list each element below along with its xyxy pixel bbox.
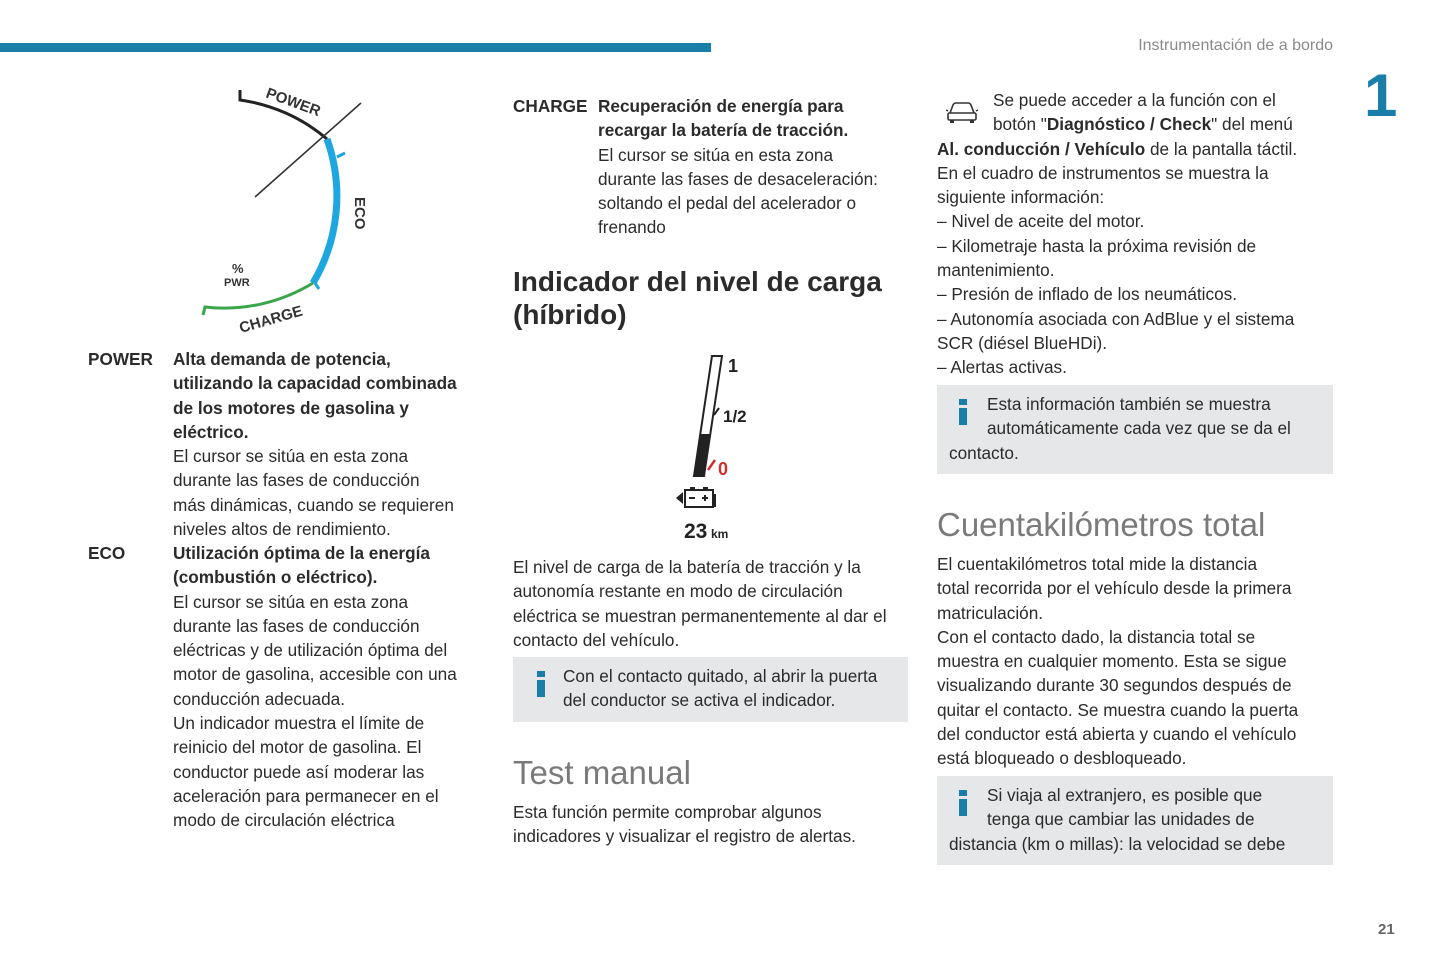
- charge-body-line: frenando: [598, 217, 666, 238]
- gauge-label-eco: ECO: [351, 197, 368, 230]
- heading-line: (híbrido): [513, 299, 627, 330]
- diag-line: Al. conducción / Vehículo de la pantalla táctil.: [937, 138, 1298, 159]
- diag-menu-path: Al. conducción / Vehículo: [937, 138, 1146, 159]
- text-line: quitar el contacto. Se muestra cuando la puerta: [937, 699, 1299, 720]
- definition-charge: [513, 94, 913, 244]
- note-line: tenga que cambiar las unidades de: [987, 809, 1255, 830]
- charge-level-text: [513, 555, 913, 652]
- gauge-needle: [255, 103, 361, 197]
- list-item: mantenimiento.: [937, 260, 1055, 281]
- header-accent-bar: [0, 43, 711, 52]
- power-body-line: El cursor se sitúa en esta zona: [173, 446, 409, 467]
- text-line: Esta función permite comprobar algunos: [513, 802, 822, 822]
- eco-body-line: eléctricas y de utilización óptima del: [173, 640, 448, 661]
- eco-title-line: Utilización óptima de la energía: [173, 543, 430, 563]
- term-charge: CHARGE: [513, 96, 588, 116]
- eco-body-line: motor de gasolina, accesible con una: [173, 664, 457, 685]
- definition-eco: [88, 541, 488, 836]
- eco-body-line: reinicio del motor de gasolina. El: [173, 737, 422, 758]
- charge-body-line: El cursor se sitúa en esta zona: [598, 144, 834, 165]
- power-title-line: eléctrico.: [173, 421, 249, 442]
- note-line: Esta información también se muestra: [987, 394, 1271, 414]
- info-note: [513, 657, 908, 722]
- list-item: – Kilometraje hasta la próxima revisión de: [937, 235, 1257, 256]
- term-power: POWER: [88, 349, 153, 369]
- text-line: total recorrida por el vehículo desde la primera: [937, 578, 1292, 599]
- range-unit: km: [711, 527, 729, 541]
- heading-test-text: Test manual: [513, 754, 691, 791]
- heading-test-manual: [513, 754, 913, 792]
- gauge-label-pct: %: [232, 261, 244, 276]
- gauge-tick: [337, 153, 345, 157]
- gauge-label-power: POWER: [263, 84, 323, 121]
- charge-level-gauge: [670, 350, 770, 545]
- list-item: – Alertas activas.: [937, 357, 1067, 378]
- heading-line: Indicador del nivel de carga: [513, 266, 882, 297]
- power-title-line: Alta demanda de potencia,: [173, 349, 391, 369]
- eco-body-line: Un indicador muestra el límite de: [173, 713, 425, 734]
- text-line: autonomía restante en modo de circulación: [513, 581, 843, 602]
- power-body-line: niveles altos de rendimiento.: [173, 519, 391, 540]
- eco-body-line: conductor puede así moderar las: [173, 761, 425, 782]
- charge-title-line: Recuperación de energía para: [598, 96, 844, 116]
- gauge-zero-tick: [708, 460, 715, 470]
- diag-line: Se puede acceder a la función con el: [993, 90, 1276, 110]
- text-line: del conductor está abierta y cuando el vehículo: [937, 724, 1297, 745]
- info-note: [937, 776, 1333, 865]
- note-line: Si viaja al extranjero, es posible que: [987, 785, 1263, 805]
- diag-line: siguiente información:: [937, 187, 1105, 208]
- page-number: 21: [1378, 921, 1395, 938]
- gauge-mark-zero: 0: [718, 459, 729, 479]
- diag-line: botón "Diagnóstico / Check" del menú: [993, 114, 1293, 135]
- gauge-label-pwr: PWR: [224, 277, 250, 289]
- diagnostic-intro: [937, 88, 1333, 380]
- note-line: distancia (km o millas): la velocidad se debe: [949, 833, 1286, 854]
- range-value: 23: [684, 520, 708, 543]
- eco-body-line: El cursor se sitúa en esta zona: [173, 591, 409, 612]
- info-icon: [537, 671, 545, 699]
- text-line: indicadores y visualizar el registro de alertas.: [513, 826, 856, 847]
- heading-charge-level: [513, 265, 913, 331]
- test-manual-text: [513, 800, 913, 849]
- gauge-mark-half: 1/2: [723, 407, 747, 426]
- text-line: está bloqueado o desbloqueado.: [937, 748, 1187, 769]
- text-line: El cuentakilómetros total mide la distancia: [937, 554, 1258, 574]
- eco-body-line: modo de circulación eléctrica: [173, 810, 395, 831]
- power-body-line: durante las fases de conducción: [173, 470, 420, 491]
- note-line: del conductor se activa el indicador.: [563, 690, 836, 711]
- section-title: Instrumentación de a bordo: [1138, 37, 1333, 54]
- heading-odometer: [937, 506, 1333, 544]
- note-line: Con el contacto quitado, al abrir la puerta: [563, 666, 878, 686]
- list-item: – Nivel de aceite del motor.: [937, 211, 1145, 232]
- text-line: El nivel de carga de la batería de tracción y la: [513, 557, 861, 577]
- power-title-line: de los motores de gasolina y: [173, 397, 409, 418]
- ev-range-icon: [676, 487, 715, 507]
- text-line: visualizando durante 30 segundos después de: [937, 675, 1292, 696]
- diag-list: [937, 209, 1333, 379]
- text-line: Con el contacto dado, la distancia total se: [937, 626, 1256, 647]
- eco-arc: [313, 139, 337, 283]
- diag-menu-button: Diagnóstico / Check: [1046, 114, 1212, 135]
- text-line: eléctrica se muestran permanentemente al dar el: [513, 605, 887, 626]
- term-eco: ECO: [88, 543, 126, 563]
- power-title-line: utilizando la capacidad combinada: [173, 373, 457, 394]
- gauge-mark-full: 1: [728, 356, 739, 376]
- power-body-line: más dinámicas, cuando se requieren: [173, 494, 454, 515]
- info-note: [937, 385, 1333, 474]
- diag-line: En el cuadro de instrumentos se muestra la: [937, 162, 1269, 183]
- list-item: – Presión de inflado de los neumáticos.: [937, 284, 1238, 305]
- charge-body-line: durante las fases de desaceleración:: [598, 168, 878, 189]
- list-item: – Autonomía asociada con AdBlue y el sistema: [937, 308, 1295, 329]
- power-gauge-illustration: [195, 75, 385, 340]
- note-line: automáticamente cada vez que se da el: [987, 418, 1291, 439]
- definition-power: [88, 347, 488, 542]
- charge-body-line: soltando el pedal del acelerador o: [598, 193, 856, 214]
- text-line: muestra en cualquier momento. Esta se sigue: [937, 651, 1287, 672]
- charge-title-line: recargar la batería de tracción.: [598, 120, 849, 141]
- odometer-text: [937, 552, 1333, 771]
- list-item: SCR (diésel BlueHDi).: [937, 332, 1108, 353]
- eco-body-line: conducción adecuada.: [173, 688, 346, 709]
- chapter-number: 1: [1364, 62, 1398, 129]
- heading-odometer-text: Cuentakilómetros total: [937, 506, 1266, 543]
- eco-body-line: durante las fases de conducción: [173, 615, 420, 636]
- text-line: contacto del vehículo.: [513, 629, 680, 650]
- note-line: contacto.: [949, 442, 1019, 463]
- text-line: matriculación.: [937, 602, 1044, 623]
- eco-body-line: aceleración para permanecer en el: [173, 785, 439, 806]
- eco-title-line: (combustión o eléctrico).: [173, 567, 378, 588]
- gauge-label-charge: CHARGE: [237, 302, 305, 337]
